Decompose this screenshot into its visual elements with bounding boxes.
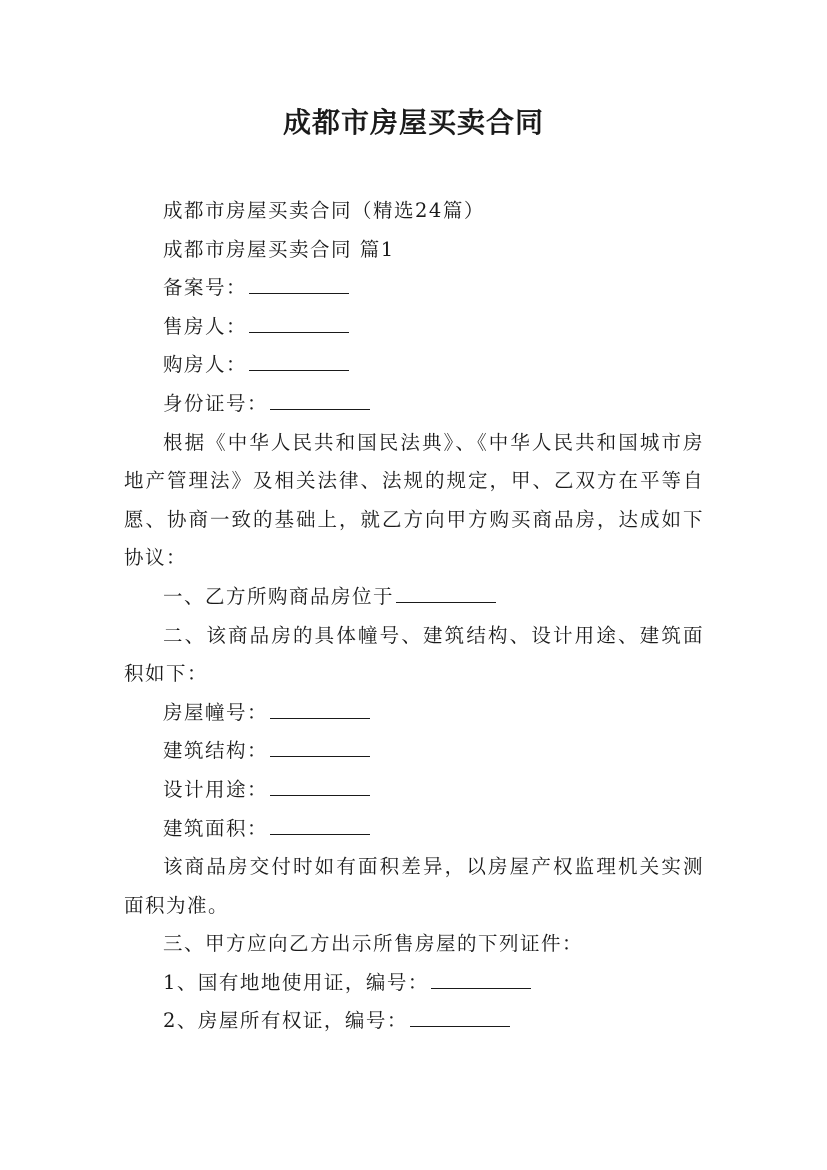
- paragraph: [124, 771, 704, 810]
- paragraph-text: 1、国有地地使用证，编号：: [163, 970, 429, 994]
- paragraph: [124, 694, 704, 733]
- paragraph-text: 设计用途：: [163, 777, 269, 801]
- fill-in-blank: [431, 969, 531, 989]
- paragraph: [124, 810, 704, 849]
- paragraph: [124, 385, 704, 424]
- fill-in-blank: [270, 815, 370, 835]
- paragraph: [124, 1002, 704, 1041]
- paragraph-text: 房屋幢号：: [163, 700, 269, 724]
- paragraph: [124, 308, 704, 347]
- fill-in-blank: [249, 274, 349, 294]
- fill-in-blank: [249, 351, 349, 371]
- fill-in-blank: [270, 390, 370, 410]
- fill-in-blank: [270, 737, 370, 757]
- fill-in-blank: [270, 699, 370, 719]
- paragraph: [124, 848, 704, 925]
- paragraph-text: 建筑结构：: [163, 739, 269, 763]
- paragraph-text: 三、甲方应向乙方出示所售房屋的下列证件：: [163, 932, 584, 956]
- paragraph: [124, 231, 704, 270]
- paragraph-text: 建筑面积：: [163, 816, 269, 840]
- paragraph: [124, 617, 704, 694]
- paragraph-text: 售房人：: [163, 314, 248, 338]
- paragraph: [124, 269, 704, 308]
- paragraph-text: 备案号：: [163, 276, 248, 300]
- paragraph: [124, 346, 704, 385]
- fill-in-blank: [270, 776, 370, 796]
- fill-in-blank: [249, 313, 349, 333]
- paragraph-text: 二、该商品房的具体幢号、建筑结构、设计用途、建筑面积如下：: [124, 623, 704, 686]
- paragraph-text: 2、房屋所有权证，编号：: [163, 1009, 408, 1033]
- paragraph-text: 一、乙方所购商品房位于: [163, 584, 395, 608]
- paragraph-text: 成都市房屋买卖合同 篇1: [163, 237, 395, 261]
- paragraph-text: 购房人：: [163, 353, 248, 377]
- paragraph-text: 该商品房交付时如有面积差异，以房屋产权监理机关实测面积为准。: [124, 855, 704, 917]
- document-title: 成都市房屋买卖合同: [282, 106, 544, 139]
- fill-in-blank: [410, 1007, 510, 1027]
- paragraph-text: 成都市房屋买卖合同（精选24篇）: [163, 199, 485, 222]
- document-body: [124, 192, 704, 1041]
- paragraph: [124, 424, 704, 578]
- paragraph: [124, 732, 704, 771]
- paragraph-text: 身份证号：: [163, 391, 269, 415]
- paragraph: [124, 192, 704, 231]
- paragraph: [124, 964, 704, 1003]
- paragraph: [124, 578, 704, 617]
- paragraph-text: 根据《中华人民共和国民法典》、《中华人民共和国城市房地产管理法》及相关法律、法规的规定，甲、乙双方在平等自愿、协商一致的基础上，就乙方向甲方购买商品房，达成如下协议：: [124, 430, 704, 570]
- fill-in-blank: [396, 583, 496, 603]
- paragraph: [124, 925, 704, 964]
